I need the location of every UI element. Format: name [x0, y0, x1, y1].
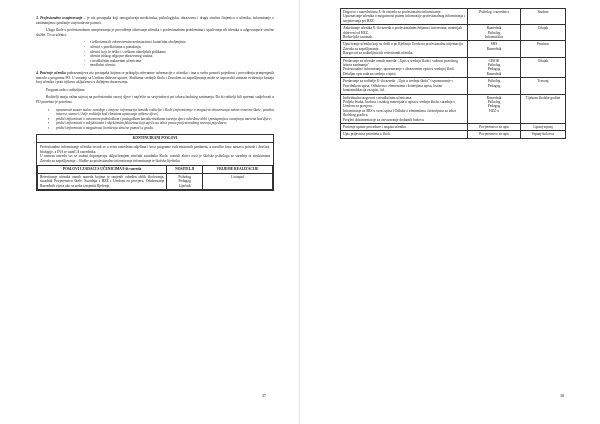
- page-number: 38: [560, 393, 564, 398]
- list-item: - neodlučni učenici: [84, 63, 274, 68]
- parents-list: [48, 108, 274, 131]
- table-header: NOSITELJI: [167, 166, 203, 173]
- table-cell: Prosinac: [521, 41, 566, 57]
- table-cell: Tijekom školske godine: [521, 94, 566, 123]
- paragraph-orientation: [36, 16, 274, 25]
- left-column: [36, 16, 274, 191]
- right-page: [300, 0, 600, 424]
- table-cell: Psiholog Pedagog Liječnik: [167, 173, 203, 189]
- table-cell: Ožujak: [521, 57, 566, 78]
- list-item: - učenici koji će teško i s teškom obiteljskih prilikama: [84, 50, 274, 55]
- table-cell: Psiholog i razrednici: [468, 9, 521, 25]
- list-item: ▪ pridići informirati o mogućnosti korištenja stručne pomoći u gradu.: [48, 126, 274, 131]
- table-cell: Studeni: [521, 9, 566, 25]
- table-cell: Povjerenstvo za upis: [468, 131, 521, 138]
- paragraph-text: podrazumijeva niz postupaka kojima se prikuplja relevantne informacije o učeniku i ima u svrhu pomoći pojedincu i provođenja primjenjenih metoda u programu PO. U suradnji sa Uredom državne uprave, Službama srednjih škola i Zavodom za zapošljavanje može se usporediti statusne evidencija krataju broj učenika i prati njihovo uključenost u daljnjem obrazovanju.: [36, 70, 274, 85]
- table-cell: Travanj: [521, 78, 566, 94]
- section-heading-orientation: 3. Profesionalno usmjeravanje: [36, 16, 83, 20]
- table-row: [341, 25, 566, 41]
- table-cell: Psiholog Pedagog: [468, 78, 521, 94]
- tasks-table: [37, 165, 273, 190]
- table-header: POSLOVI I ZADACI S UČENICIMA 8-ih razreda: [38, 166, 167, 173]
- table-row: [38, 173, 273, 189]
- paragraph-school-role: Uloga škole u profesionalnom usmjeravanju je provođenje otkrivanje učenika s profesionalnim problemima i upućivanje tih učenika u odgovarajuće stručne službe. To su učenici:: [36, 28, 274, 37]
- list-item: - s teškoćama ili zdravstvenim nedostacima i konačnim oboljenjima: [84, 40, 274, 45]
- table-cell: Razrednik Psiholog Informatičar: [468, 25, 521, 41]
- box-text: Profesionalno informiranje učenika izvodi se u svim razrednim odjelima i kroz programe svih nastavnih predmeta, a naročito kroz nastavu prirode i društva, biologije, a INA te satniCA razrednika. U osmom razredu svi se osobni dopunjavaju uključivanjem stručnih suradnika Škole, rostruli aktivi osrti je školske psihologa se suradnji sa strukturama Zavoda za zapošljavanje – Službe za profesionalno informiranje informiranje te školske liječnika.: [40, 145, 270, 163]
- table-row: [341, 57, 566, 78]
- list-item: ▪ upoznavati sustav stalne suradnje i timjene informacija između roditelja i škole (informiranje o mogućem obrazovanju nakon osnovne škole, posebni interesi, stavovi i želje roditelja kod vlastitom upisivanja njihove djece): [48, 108, 274, 117]
- paragraph-monitoring: [36, 71, 274, 85]
- table-header: VRIJEME REALIZACIJE: [203, 166, 273, 173]
- page-number: 37: [262, 393, 266, 398]
- box-title: KONTINUIRANI POSLOVI: [37, 135, 273, 143]
- table-cell: Ožujak: [521, 25, 566, 41]
- table-cell: Retestiranje učenika osmih razreda kojima je ranjenih određen oblik školovanja, suradnik Povjerenstva škole. Suradnja s HZZ i Uredom za provjeru. Odabravanje Razrednih vijeća ako se treba izmjeniti Rješenje,: [38, 173, 167, 189]
- table-cell: Lipanj-srpanj: [521, 123, 566, 130]
- continuous-tasks-box: [36, 134, 274, 191]
- table-cell: Individualni razgovori s neodlučnim učenicima. Podjela letaka, brošura i ostalog materijala o upisu u srednju školu, suradnja s Uredom za provjeru. Informiranje za SRS u svezi upisa i Odluke o elementima i kriterijima za izbor školskog gradiva. Pregled dokumentacije za ostvarivanje dodatnih bodova.: [341, 94, 468, 123]
- student-list: [84, 40, 274, 68]
- list-item: - učenici s poteškoćama u ponašanju: [84, 45, 274, 50]
- table-cell: Predavanje za učenike osmih razreda: „Upis u srednju školu i važnost pravilnog izbora zanimanja". Profesionalno informiranje, upoznavanje s obrazovnim opisa u srednjoj školi. Detaljan opis rada na srednju u upisi.: [341, 57, 468, 78]
- list-item: - s neodlučnim nadarenim učenicima: [84, 59, 274, 64]
- table-cell: Listopad: [203, 173, 273, 189]
- table-cell: CISOK Psiholog Pedagog Razrednik: [468, 57, 521, 78]
- table-cell: Anketiranje učenika 8.-ih razreda o profesionalnim željama i interesima; materijali dobiveni od HZZ. Roditeljski sastanak.: [341, 25, 468, 41]
- table-row: [341, 78, 566, 94]
- table-cell: Predavanje za roditelje 8.-ih razreda: „Upis u srednju školu" i upoznavanje s Pravilnikom upisa, Odlukom o elementima i kriterijima upisa, listom kontraindikacija za upisi, itd.: [341, 78, 468, 94]
- table-row: [341, 131, 566, 138]
- table-row: [341, 123, 566, 130]
- table-row: [341, 9, 566, 25]
- table-cell: Dogovor s razrednicima 8.-ih razreda za profesionalno informiranje. Upoznavanje učenika o mogućnosti putem informacije profesionalnog informiranja i savjetovanja pri HZZ.: [341, 9, 468, 25]
- table-cell: Razrednik Psiholog Pedagog HZZ-a: [468, 94, 521, 123]
- table-header-row: [38, 166, 273, 173]
- paragraph-text: – je niz postupaka koji omogućavaju medicinsku, psihologijsku, obrazovnu i drugu stručnu činjenicu o učeniku, informiranje o zanimanjima i pružanje savjetodavne pomoći.: [36, 16, 274, 25]
- table-cell: SRS Razrednik: [468, 41, 521, 57]
- table-cell: Povjerenstvo za upis: [468, 123, 521, 130]
- list-item: - učenici niskog odgojno-obrazovnog statusa: [84, 54, 274, 59]
- table-cell: Upućivanje učenika koji su došli u po Rješenju Ureda na profesionalnu orijentaciju Zavoda za zapošljavanje. Razgovori sa roditeljima tih retestiranih učenika.: [341, 41, 468, 57]
- list-item: ▪ pridići informirati o subjektivnim i objektivnim faktorima koji utječu na izbor prava profesionalnog razvoja pojedinca;: [48, 121, 274, 126]
- section-heading-monitoring: 4. Praćenje učenika: [36, 70, 66, 75]
- list-item: ▪ pridići informirati o osnovnom psihološkom i pedagoškom karakteristikama razvoja djece određene dobi i postupanja u razvijanju interesa kod djece;: [48, 117, 274, 122]
- table-cell: Praćenje upisne procedure i raspisa učenika.: [341, 123, 468, 130]
- table-row: [341, 94, 566, 123]
- schedule-table: [340, 8, 566, 139]
- table-row: [341, 41, 566, 57]
- table-cell: Srpanj-kolovoz: [521, 131, 566, 138]
- table-cell: Upis prijavnica prioriteta u školi.: [341, 131, 468, 138]
- paragraph-parents: Roditelji imaju važan utjecaj na profesionalni razvoj djece i najčešće su savjetodavci pri izboru budućeg zanimanja. Da bi roditelji bili spremni sudjelovati u PO potrebno je potrebno:: [36, 95, 274, 104]
- program-parents-heading: Program rada s roditeljima: [46, 87, 85, 92]
